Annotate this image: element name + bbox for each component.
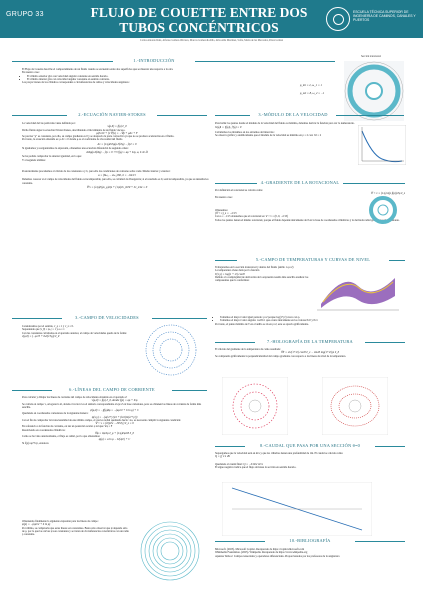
temp-p3: Debido a la complejidad de derivación de la expresión resulta más sencillo analizar los componentes que la conforman: [215,275,309,282]
university-seal-icon [326,7,350,31]
inner-cylinder [366,83,382,99]
gradient-eq1: ∇ × v = (1/ρ) ∂(ρ f(ρ))/∂ρ ê_z [370,191,405,196]
navier-text [22,122,212,190]
stream-p2: Se calcula en campo v, ortogonal a él, donde el vector ê es el unitario correspondiente al eje Z en base cartesiana, pero se obtienen las líneas de corriente de forma más sencilla. [22,402,202,409]
gradient-p4: Con a = −1/15 obtenemos que el rotacional es: ∇ × v = (0, 0, −2/15) [215,215,289,219]
navier-eq2: ρ(∂v/∂t + (v·∇)v) = −∇p + μΔv + F [96,130,138,135]
section-title-navier: 2.-ECUACIÓN NAVIER-STOKES [78,112,146,117]
stream-eq3: ψ(x,y) = −(a(x²+y²)/2 + (b/2)ln(x²+y²)) [91,414,138,419]
navier-p1: La velocidad del las partículas viene definida por: [22,122,76,125]
hot-eq: ∇T = 2x/(1+x²) cos²θ ê_x − sin2θ log(1+x²)/ρ ê_θ [280,350,340,355]
rotational-figure [365,196,401,224]
logo-text: ESCUELA TÉCNICA SUPERIOR DE INGENIERÍA DE CAMINOS, CANALES Y PUERTOS [353,10,416,22]
modulo-text [215,122,355,137]
intro-p2: En nuestro caso: [22,71,40,75]
stream-p9: Obteniendo finalmente la siguiente expresión para las líneas de campo: [22,520,99,523]
hot-p2: Se comprueba gráficamente la perpendicularidad del campo gradiente con respecto a las líneas de nivel de la temperatura. [215,354,347,358]
modulo-eq: ‖v(ρ)‖ = |f(ρ)|, f'(ρ) = 0 [215,125,242,130]
intro-p1: El Flujo de Couette describe el comportamiento de un fluido cuando se encuentra entre dos superficies que se mueven una respecto a la otra. [22,68,174,71]
authors-line: Carlos Antonio Ruiz, Alfonso Gómez-Olivares, Marcos Gómez-Rodillo, Alba Alda Martínez, Sofía, María de las Mercedes, Pérez Gómez [139,39,284,42]
intro-p3: Las proyecciones de los cilindros corresponden a circunferencias de radios y velocidades angulares: [22,81,130,84]
divider [215,183,257,184]
outer-radius-label: ρ_ext = 8, ω_2 = −1 [300,91,325,95]
stream-p6: Resolviendo en coordenadas cilíndricas: [22,428,66,432]
bib-ref-3: Apuntes Tema 2. Campos tensoriales y operadores diferenciales. Proporcionados por los profesores de la asignatura [215,554,340,558]
navier-eq3: Δv = (1/ρ)∂/∂ρ(ρ ∂f/∂ρ) − f/ρ² = 0 [97,141,137,146]
stream-p4: Con el fin de comprobar la irrotacionalidad de este último campo, el cual es radial quedando hacia ~xo, es necesario cumplir la siguiente condición: [22,418,181,422]
stream-p3: Quedando en coordenadas cartesianas de la siguiente manera: [22,412,89,416]
bibliography [215,548,405,558]
section-title-temp: 5.-CAMPO DE TEMPERATURAS Y CURVAS DE NIVEL [255,257,371,262]
navier-eq4: d/dρ(ρ df/dρ) − f/ρ = 0 ⟹ f(ρ) = aρ + b/ρ, a, b ∈ ℝ [86,150,148,154]
navier-eq5: a = (8ω₂ − 2ω₁)/60, b = −64/15 [98,173,136,177]
temp-p4: Por tanto, el punto máximo de T en el anillo se da en ρ=2, este se aprecia gráficamente. [215,322,309,326]
divider [12,115,67,116]
inner-radius-label: ρ_int = 2, ω_1 = 1 [300,83,322,87]
flow-section-plot [222,482,372,536]
section-title-bib: 10.-BIBLIOGRAFÍA [289,538,331,543]
flow-p1: Supongamos que la velocidad está en m/s y que los cilindros tienen una profundidad de 1m. El caudal se calcula como: [215,452,344,455]
section-title-gradient: 4.-GRADIENTE DE LA ROTACIONAL [260,180,340,185]
navier-eq6: ∇·v = (1/ρ)∂(ρv_ρ)/∂ρ + (1/ρ)∂v_θ/∂θ + ∂v_z/∂z = 0 [86,184,148,189]
poster-header [0,0,423,38]
divider [389,260,405,261]
temp-eq: T(x,y) = log(1 + x²) cos²θ [215,271,245,276]
stream-text [22,396,207,445]
speed-text [22,325,132,338]
section-title-flow: 8.-CAUDAL QUE PASA POR UNA SECCIÓN θ=0 [259,443,361,448]
stream-eq4: ∇ × v = (∂Q/∂x − ∂P/∂y) ê_z = 0 [95,421,134,425]
navier-p5: Si igualamos y reorganizamos la expresión, obtenemos una ecuación diferencial de segundo orden: [22,146,129,150]
gradient-p2: En nuestro caso: [215,195,233,199]
flow-p3: El signo negativo indica que el flujo atraviesa la sección en sentido horario. [215,465,297,469]
stream-eq2: ψ(ρ,θ) = −∫f(ρ)dρ = −(aρ²/2 + b ln ρ) + C [90,408,139,412]
navier-p7: Y al segundo término: [22,158,46,162]
stream-text-2 [22,520,130,536]
divider [343,183,405,184]
gradient-p1: Por definición el rotacional se calcula como: [215,189,263,192]
gradient-field-plot [222,377,288,435]
modulo-p3: Se observa gráfica y analíticamente que el módulo de la velocidad es máximo en ρ = 2 con: ‖v‖ = 2 [215,133,322,137]
navier-p6: Se ha podido comprobar la anterior igualdad, en la que: [22,155,82,159]
temp-bullet-1: • Tomamos el mayor valor igual periodo: ρ=2 porque log(1+ρ²) crece con ρ. [220,316,405,319]
speed-p3: Con las constantes calculadas en el apartado anterior, el campo de velocidades queda de la forma: [22,331,127,335]
temperature-surface-plot [313,266,403,314]
bib-ref-1: Microsoft. (2025). Microsoft Copilot. Recuperado de https://copilot.microsoft.com [215,548,305,551]
hot-text [215,348,405,358]
poster-title: FLUJO DE COUETTE ENTRE DOS TUBOS CONCÉNTRICOS [90,5,308,35]
section-title-modulo: 3.-MÓDULO DE LA VELOCIDAD [258,112,328,117]
plot-background [140,322,202,378]
navier-p3: Se precisa "p" es constante, por ello, su campo gradiente es 0 y se desprecia la parte convectiva ya que no se produce aceleración en el fluido. [22,135,175,138]
bib-ref-2: Wikimedia Foundation. (2025). Wikipedia. Recuperado de https://www.wikipedia.org [215,551,308,555]
divider [195,61,335,62]
modulo-p2: Calculamos los máximos en los extremos del intervalo: [215,130,275,134]
divider [336,115,404,116]
navier-p8: Posteriormente procedemos al cálculo de las constantes a y b, para ello las condiciones de contorno sobre cada cilindro interior y exterior: [22,169,171,173]
group-label: GRUPO 33 [6,11,44,18]
flow-eq2: Q = −0.022 m³/s [243,461,263,466]
navier-eq1: v(ρ,θ) = f(ρ) ê_θ [107,124,127,129]
divider [215,541,265,542]
temp-text [215,266,310,282]
streamline [161,542,179,560]
navier-p9: Debemos conocer si el campo de velocidades del fluido es incompresible, para ello, se calculará la divergencia; si el resultado es 0, será incompresible, ya que su densidad es constante. [22,178,209,185]
level-curves-plot [322,377,388,435]
intro-bullet-1: • El cilindro exterior gira con velocidad angular constante en sentido horario. [27,75,340,78]
streamlines-plot [134,518,206,584]
stream-eq6: φ(ρ) = a ln ρ − b/(2ρ²) + C [98,437,131,442]
flow-eq1: Q = ∫∫ v·n dS [215,454,230,459]
stream-eq5: ∇φ = ∂φ/∂ρ ê_ρ + (1/ρ)∂φ/∂θ ê_θ [95,430,134,435]
speed-p1: Consideremos por el sentido, v_ρ = 1 y v_z = 0. [22,325,74,328]
intro-bullet-2: • El cilindro interior gira con velocidad angular constante en sentido contrario. [27,78,340,81]
hot-p1: El cálculo del gradiente de la temperatura da como resultado: [215,348,281,351]
divider [375,446,405,447]
divider [12,390,52,391]
gradient-eq2: (∇ × v)_z = −2/15 [215,211,237,215]
velocity-field-plot [140,322,202,378]
divider [215,446,245,447]
section-figure-caption: Sección transversal [360,55,382,58]
divider [355,541,405,542]
divider [12,61,113,62]
stream-p10: Por último, se comprueba que estas líneas son constantes. Basta sólo observar que ψ depende sólo de ρ, por lo que las curvas ψ son constantes y se tratan de circunferencias concéntricas con un radio ρ constante. [22,526,129,536]
speed-eq: v(ρ,θ) = (−ρ/15 + 64/(15ρ)) ê_θ [22,333,60,338]
stream-eq7: ψ(ρ) = −(aρ²/2 + b ln ρ) [22,522,51,527]
stream-p8: Si f(ρ)=aρ+b/ρ, entonces [22,441,49,445]
temp-bullet-2: • Tomamos el mayor valor angular. cos²θ=1 que ocurre únicamente en los valores θ=0 y θ=π [220,319,405,322]
university-logo [326,7,419,31]
modulo-plot [358,125,406,165]
gradient-p3: Obtenemos: [215,208,228,212]
navier-p2: Dicho fluido sigue la ecuación Navier-Stokes, describiendo el movimiento de un fluido viscoso. [22,128,126,132]
modulo-p1: Para hallar los puntos donde el módulo de la velocidad del fluido es máximo, debemos derivar la función para ver lo numeratorio. [215,122,355,125]
speed-p2: Suponiendo que |v_θ| = |ω₁| = 1 y ω = 1 [22,328,65,332]
divider [12,318,62,319]
flow-text [215,452,405,469]
intro-text [22,68,340,84]
section-title-intro: 1.-INTRODUCCIÓN [133,58,175,63]
divider [152,318,207,319]
section-title-hot: 7.-HOLOGRAFÍA DE LA TEMPERATURA [267,339,353,344]
temp-p1: Trabajaremos en la sección transversal y dentro del fluido (anillo 1≤ρ≤2) [215,266,294,269]
stream-p1: Para calcular y dibujar las líneas de corriente del campo de velocidades obtenido en el apartado 2: [22,396,128,399]
flow-p2: Quedando el caudal final: [215,462,243,466]
section-title-speed: 3.-CAMPO DE VELOCIDADES [75,315,139,320]
section-title-stream: 6.-LÍNEAS DEL CAMPO DE CORRIENTE [69,387,155,392]
stream-p7: Como se ha visto anteriormente, el flujo es radial, por lo que obtenemos: [22,435,101,438]
plot-frame [222,377,288,435]
divider [172,390,207,391]
rotational-inner [378,205,388,215]
stream-eq1: v(ρ,θ) = f(ρ) ê_θ, donde f(ρ) = aρ + b/ρ [91,398,138,403]
gradient-p5: Todos los puntos tienen el mismo rotacional, porque el fluido depende únicamente de θ en la base de coordenadas cilíndricas y la derivada radial genera un valor constante. [215,218,400,222]
divider [157,115,207,116]
navier-p4: Por tanto, la ecuación obtenida es: μ Δv = 0 donde μ es el coeficiente de viscosidad del fluido [22,138,123,142]
stream-p5: En referencia a la función de corriente, en tan un potencial escalar φ tal que: ∇φ = F [22,425,113,429]
divider [215,115,250,116]
divider [365,342,405,343]
divider [215,342,255,343]
temp-p2: La temperatura viene dada por la función [215,269,260,273]
cross-section-figure [344,61,404,121]
temp-text-2 [215,316,405,326]
divider [215,260,237,261]
